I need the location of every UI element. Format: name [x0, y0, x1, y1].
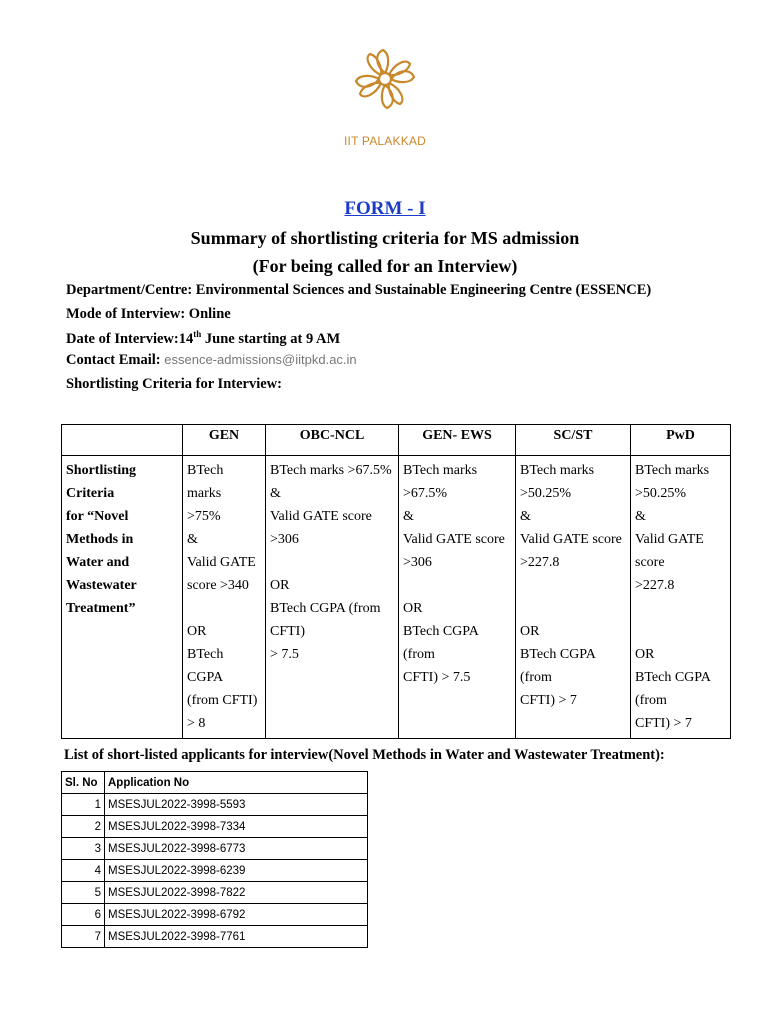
criteria-cell-line: Valid GATE score >306 [270, 509, 372, 547]
criteria-cell-scst [516, 456, 631, 739]
criteria-header-ews: GEN- EWS [399, 425, 516, 456]
applicant-list-title: List of short-listed applicants for interview(Novel Methods in Water and Wastewater Treatment): [64, 747, 665, 763]
criteria-cell-line: CFTI) > 7.5 [403, 670, 471, 685]
application-no-cell: MSESJUL2022-3998-6792 [105, 904, 368, 926]
table-row [62, 926, 368, 948]
sl-no-cell: 4 [62, 860, 105, 882]
contact-line [66, 352, 357, 369]
table-row [62, 882, 368, 904]
form-title: FORM - I [344, 198, 426, 219]
criteria-label-line: Shortlisting Criteria [66, 463, 137, 501]
criteria-label-line: Water and Wastewater [66, 555, 137, 593]
criteria-header-row [62, 425, 731, 456]
table-row [62, 794, 368, 816]
criteria-cell-line: BTech CGPA (from [403, 624, 479, 662]
criteria-cell-line: >50.25% [635, 486, 687, 501]
criteria-cell-line: BTech CGPA (from [520, 647, 596, 685]
table-row [62, 838, 368, 860]
criteria-cell-line: >227.8 [520, 555, 560, 570]
sl-no-cell: 5 [62, 882, 105, 904]
contact-label: Contact Email: [66, 352, 165, 368]
department-line: Department/Centre: Environmental Sciences and Sustainable Engineering Centre (ESSENCE) [66, 282, 652, 298]
applicants-body [62, 794, 368, 948]
criteria-header-obc: OBC-NCL [266, 425, 399, 456]
criteria-cell-line: OR [403, 601, 423, 616]
sl-no-cell: 6 [62, 904, 105, 926]
criteria-cell-line: & [270, 486, 281, 501]
criteria-cell-line: CFTI) > 7 [635, 716, 692, 731]
criteria-table [61, 424, 731, 739]
criteria-cell-line: OR [520, 624, 540, 639]
criteria-cell-line [187, 597, 261, 620]
criteria-cell-line: BTech CGPA (from CFTI) [270, 601, 381, 639]
criteria-cell-line: BTech CGPA [187, 647, 224, 685]
criteria-cell-line: CFTI) > 7 [520, 693, 577, 708]
criteria-cell-line: > 7.5 [270, 647, 299, 662]
summary-subtitle: (For being called for an Interview) [252, 256, 518, 276]
criteria-cell-line [635, 597, 726, 620]
date-suffix: June starting at 9 AM [201, 330, 341, 347]
criteria-header-scst: SC/ST [516, 425, 631, 456]
criteria-cell-line: >75% [187, 509, 221, 524]
criteria-cell-line [635, 620, 726, 643]
application-no-header: Application No [105, 772, 368, 794]
criteria-cell-ews [399, 456, 516, 739]
date-line [66, 329, 340, 348]
application-no-cell: MSESJUL2022-3998-6239 [105, 860, 368, 882]
application-no-cell: MSESJUL2022-3998-7334 [105, 816, 368, 838]
applicants-header-row [62, 772, 368, 794]
criteria-cell-obc [266, 456, 399, 739]
criteria-body-row [62, 456, 731, 739]
date-prefix: Date of Interview:14 [66, 330, 194, 347]
sl-no-cell: 2 [62, 816, 105, 838]
criteria-cell-line [270, 551, 394, 574]
criteria-header-pwd: PwD [631, 425, 731, 456]
application-no-cell: MSESJUL2022-3998-7822 [105, 882, 368, 904]
criteria-cell-line [520, 574, 626, 597]
mode-line: Mode of Interview: Online [66, 306, 231, 322]
criteria-cell-line: BTech marks >67.5% [270, 463, 392, 478]
criteria-cell-line: (from CFTI) > 8 [187, 693, 258, 731]
table-row [62, 816, 368, 838]
sl-no-header: Sl. No [62, 772, 105, 794]
criteria-header-gen: GEN [183, 425, 266, 456]
criteria-cell-line: & [520, 509, 531, 524]
criteria-cell-line: >227.8 [635, 578, 675, 593]
criteria-cell-line: score >340 [187, 578, 249, 593]
criteria-cell-line: OR [187, 624, 207, 639]
date-sup: th [193, 329, 202, 339]
criteria-cell-line: OR [270, 578, 290, 593]
criteria-cell-pwd [631, 456, 731, 739]
criteria-label-line: Treatment” [66, 601, 136, 616]
sl-no-cell: 1 [62, 794, 105, 816]
criteria-label-line: for “Novel Methods in [66, 509, 134, 547]
contact-email-link[interactable]: essence-admissions@iitpkd.ac.in [164, 352, 357, 367]
sl-no-cell: 7 [62, 926, 105, 948]
criteria-header-blank [62, 425, 183, 456]
application-no-cell: MSESJUL2022-3998-5593 [105, 794, 368, 816]
criteria-cell-line: Valid GATE score [520, 532, 622, 547]
criteria-cell-line: BTech marks >50.25% [520, 463, 595, 501]
application-no-cell: MSESJUL2022-3998-6773 [105, 838, 368, 860]
criteria-cell-line: BTech marks [187, 463, 224, 501]
criteria-cell-line [403, 574, 511, 597]
applicants-table [61, 771, 368, 948]
criteria-cell-line: Valid GATE [187, 555, 256, 570]
criteria-cell-line: BTech CGPA (from [635, 670, 711, 708]
criteria-cell-gen [183, 456, 266, 739]
table-row [62, 904, 368, 926]
criteria-cell-line: & [635, 509, 646, 524]
criteria-cell-line: BTech marks [635, 463, 710, 478]
sl-no-cell: 3 [62, 838, 105, 860]
criteria-cell-line [520, 597, 626, 620]
criteria-heading: Shortlisting Criteria for Interview: [66, 376, 282, 392]
criteria-row-label [62, 456, 183, 739]
criteria-cell-line: & [403, 509, 414, 524]
criteria-cell-line: Valid GATE score [635, 532, 704, 570]
logo-text: IIT PALAKKAD [344, 134, 426, 148]
criteria-cell-line: & [187, 532, 198, 547]
criteria-cell-line: Valid GATE score >306 [403, 532, 505, 570]
application-no-cell: MSESJUL2022-3998-7761 [105, 926, 368, 948]
criteria-cell-line: OR [635, 647, 655, 662]
table-row [62, 860, 368, 882]
criteria-cell-line: BTech marks >67.5% [403, 463, 478, 501]
iit-palakkad-logo-icon [352, 46, 418, 112]
summary-title: Summary of shortlisting criteria for MS admission [190, 228, 580, 248]
